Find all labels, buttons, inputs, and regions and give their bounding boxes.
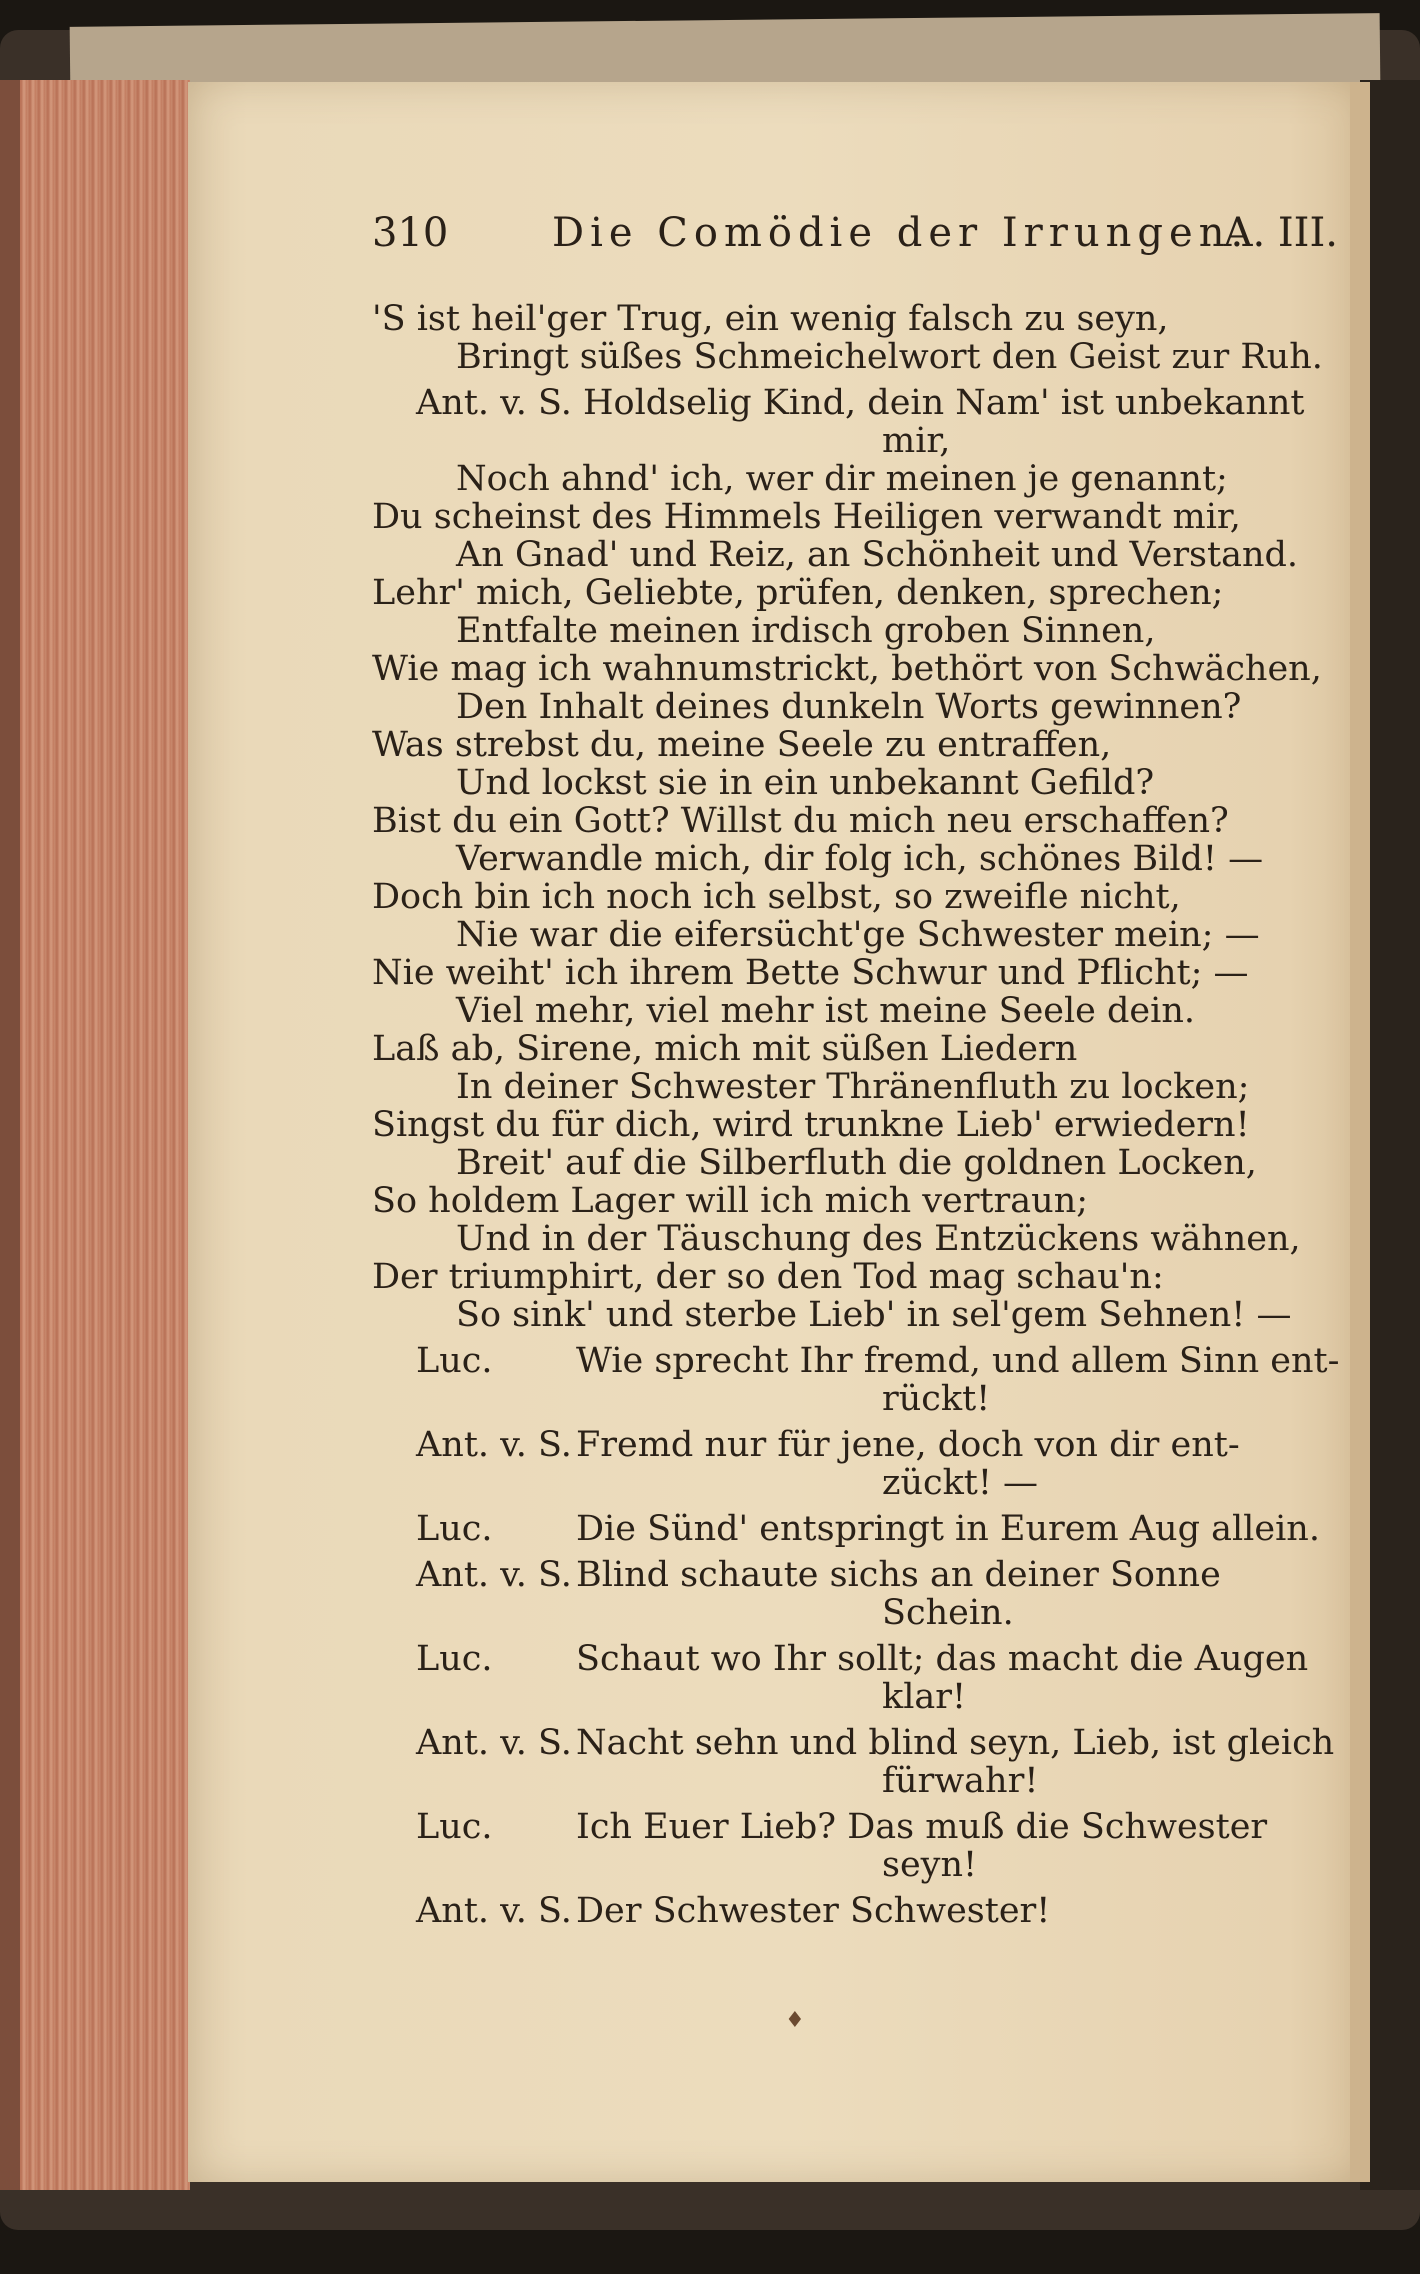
speaker-name: Luc. bbox=[416, 1341, 493, 1381]
speaker-name: Luc. bbox=[416, 1509, 493, 1549]
verse-line: Entfalte meinen irdisch groben Sinnen, bbox=[456, 611, 1156, 651]
page-fold bbox=[1350, 82, 1370, 2182]
dialogue-line bbox=[372, 1510, 1338, 1548]
verse-line: Doch bin ich noch ich selbst, so zweifle nicht, bbox=[372, 877, 1181, 917]
dialogue-text: Die Sünd' entspringt in Eurem Aug allein. bbox=[576, 1509, 1320, 1549]
verse-line: 'S ist heil'ger Trug, ein wenig falsch zu seyn, bbox=[372, 299, 1169, 339]
dialogue-text: Wie sprecht Ihr fremd, und allem Sinn ent- bbox=[576, 1341, 1340, 1381]
act-number: A. III. bbox=[1223, 210, 1338, 256]
dialogue-text: Fremd nur für jene, doch von dir ent- bbox=[576, 1425, 1240, 1465]
verse-line: So sink' und sterbe Lieb' in sel'gem Sehnen! — bbox=[456, 1295, 1292, 1335]
verse-line: Der triumphirt, der so den Tod mag schau'n: bbox=[372, 1257, 1164, 1297]
dialogue-continuation: zückt! — bbox=[882, 1463, 1039, 1503]
verse-line: Du scheinst des Himmels Heiligen verwandt mir, bbox=[372, 497, 1241, 537]
ornament-mark: ♦ bbox=[785, 2008, 805, 2033]
dialogue-line bbox=[372, 1556, 1338, 1594]
dialogue-text: Nacht sehn und blind seyn, Lieb, ist gleich bbox=[576, 1723, 1335, 1763]
dialogue-line bbox=[372, 1342, 1338, 1380]
cover-edge bbox=[0, 80, 20, 2190]
verse-line: An Gnad' und Reiz, an Schönheit und Verstand. bbox=[456, 535, 1299, 575]
verse-line: Verwandle mich, dir folg ich, schönes Bild! — bbox=[456, 839, 1264, 879]
dialogue-continuation: seyn! bbox=[882, 1845, 978, 1885]
dialogue-line bbox=[372, 1426, 1338, 1464]
dialogue-text: Blind schaute sichs an deiner Sonne bbox=[576, 1555, 1221, 1595]
verse-text bbox=[372, 300, 1338, 1930]
running-title: Die Comödie der Irrungen. bbox=[552, 210, 1250, 256]
dialogue-continuation: rückt! bbox=[882, 1379, 991, 1419]
page-edges bbox=[0, 80, 190, 2190]
speaker-name: Ant. v. S. bbox=[416, 1425, 572, 1465]
dialogue-continuation: klar! bbox=[882, 1677, 967, 1717]
dialogue-line bbox=[372, 1808, 1338, 1846]
verse-line: Wie mag ich wahnumstrickt, bethört von Schwächen, bbox=[372, 649, 1322, 689]
verse-line: Nie weiht' ich ihrem Bette Schwur und Pflicht; — bbox=[372, 953, 1249, 993]
verse-continuation: mir, bbox=[882, 421, 951, 461]
verse-line: Und in der Täuschung des Entzückens wähnen, bbox=[456, 1219, 1301, 1259]
speaker-name: Luc. bbox=[416, 1639, 493, 1679]
dialogue-text: Der Schwester Schwester! bbox=[576, 1891, 1051, 1931]
verse-line: Den Inhalt deines dunkeln Worts gewinnen? bbox=[456, 687, 1242, 727]
verse-line: Lehr' mich, Geliebte, prüfen, denken, sprechen; bbox=[372, 573, 1224, 613]
speaker-name: Ant. v. S. bbox=[416, 1891, 572, 1931]
dialogue-line bbox=[372, 1640, 1338, 1678]
verse-line: Singst du für dich, wird trunkne Lieb' erwiedern! bbox=[372, 1105, 1250, 1145]
speaker-line: Ant. v. S. Holdselig Kind, dein Nam' ist unbekannt bbox=[416, 383, 1305, 423]
dialogue-text: Ich Euer Lieb? Das muß die Schwester bbox=[576, 1807, 1268, 1847]
verse-line: Noch ahnd' ich, wer dir meinen je genannt; bbox=[456, 459, 1228, 499]
verse-line: Breit' auf die Silberfluth die goldnen Locken, bbox=[456, 1143, 1257, 1183]
verse-line: Bringt süßes Schmeichelwort den Geist zur Ruh. bbox=[456, 337, 1323, 377]
dialogue-continuation: fürwahr! bbox=[882, 1761, 1039, 1801]
verse-line: Und lockst sie in ein unbekannt Gefild? bbox=[456, 763, 1155, 803]
verse-line: Nie war die eifersücht'ge Schwester mein; — bbox=[456, 915, 1260, 955]
speaker-name: Ant. v. S. bbox=[416, 1555, 572, 1595]
dialogue-line bbox=[372, 1892, 1338, 1930]
verse-line: Was strebst du, meine Seele zu entraffen, bbox=[372, 725, 1112, 765]
dialogue-line bbox=[372, 1724, 1338, 1762]
verse-line: Viel mehr, viel mehr ist meine Seele dein. bbox=[456, 991, 1195, 1031]
page-number: 310 bbox=[372, 210, 449, 256]
verse-line: So holdem Lager will ich mich vertraun; bbox=[372, 1181, 1089, 1221]
dialogue-continuation: Schein. bbox=[882, 1593, 1014, 1633]
verse-line: In deiner Schwester Thränenfluth zu locken; bbox=[456, 1067, 1250, 1107]
dialogue-block bbox=[372, 1342, 1338, 1930]
running-header bbox=[372, 210, 1338, 270]
speaker-name: Ant. v. S. bbox=[416, 1723, 572, 1763]
speaker-name: Luc. bbox=[416, 1807, 493, 1847]
dialogue-text: Schaut wo Ihr sollt; das macht die Augen bbox=[576, 1639, 1309, 1679]
verse-line: Laß ab, Sirene, mich mit süßen Liedern bbox=[372, 1029, 1078, 1069]
verse-line: Bist du ein Gott? Willst du mich neu erschaffen? bbox=[372, 801, 1229, 841]
